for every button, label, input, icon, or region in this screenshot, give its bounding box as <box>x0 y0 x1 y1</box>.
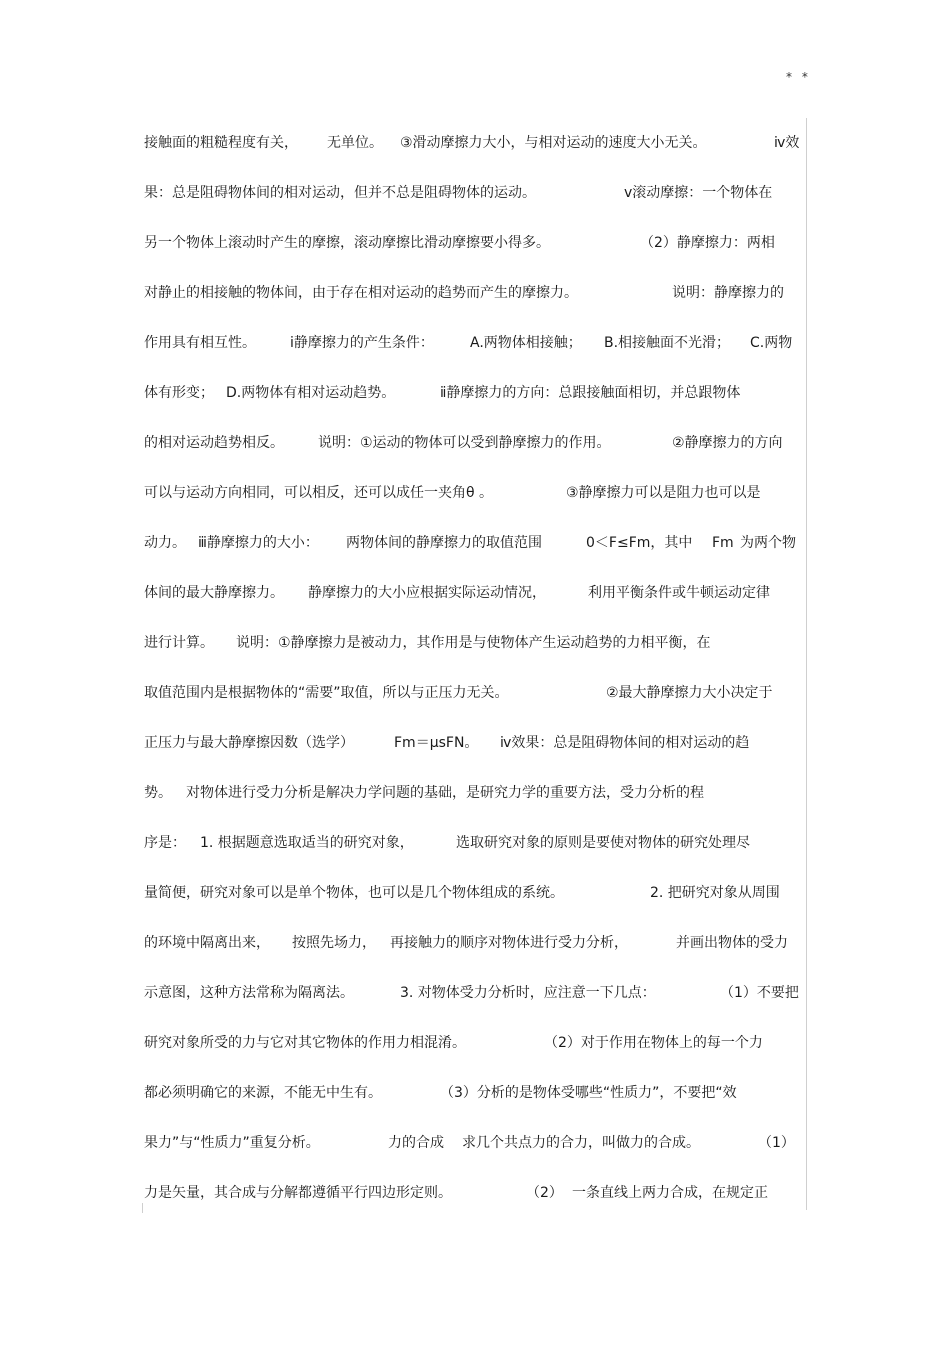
text-line <box>144 578 806 628</box>
text-segment: 作用具有相互性。 <box>144 335 256 351</box>
text-line <box>144 278 806 328</box>
text-line <box>144 328 806 378</box>
text-segment: ③静摩擦力可以是阻力也可以是 <box>566 485 761 501</box>
text-segment: 说明：静摩擦力的 <box>672 285 784 301</box>
text-segment: 序是： <box>144 835 186 851</box>
text-segment: 选取研究对象的原则是要使对物体的研究处理尽 <box>456 835 750 851</box>
text-segment: 体间的最大静摩擦力。 <box>144 585 284 601</box>
text-segment: 求几个共点力的合力，叫做力的合成。 <box>462 1135 700 1151</box>
text-segment: Fm <box>712 535 734 551</box>
body-text <box>144 128 806 1228</box>
text-segment: 说明：①静摩擦力是被动力，其作用是与使物体产生运动趋势的力相平衡，在 <box>236 635 711 651</box>
text-line <box>144 428 806 478</box>
text-line <box>144 1028 806 1078</box>
text-segment: （2）静摩擦力：两相 <box>640 235 775 251</box>
text-segment: （1） <box>758 1135 795 1151</box>
text-segment: C.两物 <box>750 335 793 351</box>
text-segment: （2）对于作用在物体上的每一个力 <box>544 1035 763 1051</box>
text-line <box>144 128 806 178</box>
text-segment: 静摩擦力的大小应根据实际运动情况， <box>308 585 546 601</box>
text-line <box>144 1178 806 1228</box>
text-segment: 量简便，研究对象可以是单个物体，也可以是几个物体组成的系统。 <box>144 885 564 901</box>
text-line <box>144 728 806 778</box>
text-segment: 对物体进行受力分析是解决力学问题的基础，是研究力学的重要方法，受力分析的程 <box>186 785 704 801</box>
text-line <box>144 478 806 528</box>
text-line <box>144 978 806 1028</box>
text-segment: 可以与运动方向相同，可以相反，还可以成任一夹角θ 。 <box>144 485 494 501</box>
text-segment: 研究对象所受的力与它对其它物体的作用力相混淆。 <box>144 1035 466 1051</box>
text-segment: 进行计算。 <box>144 635 214 651</box>
text-line <box>144 528 806 578</box>
text-line <box>144 378 806 428</box>
text-segment: 力是矢量，其合成与分解都遵循平行四边形定则。 <box>144 1185 452 1201</box>
text-segment: 接触面的粗糙程度有关， <box>144 135 298 151</box>
text-line <box>144 828 806 878</box>
text-segment: 取值范围内是根据物体的“需要”取值，所以与正压力无关。 <box>144 685 509 701</box>
text-segment: （2） <box>526 1185 563 1201</box>
text-segment: 体有形变； <box>144 385 214 401</box>
page-frame-right-border <box>806 118 807 1210</box>
text-line <box>144 778 806 828</box>
text-segment: 动力。 <box>144 535 186 551</box>
text-segment: 果：总是阻碍物体间的相对运动，但并不总是阻碍物体的运动。 <box>144 185 536 201</box>
text-segment: ⅳ效果：总是阻碍物体间的相对运动的趋 <box>500 735 750 751</box>
text-segment: 的相对运动趋势相反。 <box>144 435 284 451</box>
text-line <box>144 228 806 278</box>
text-line <box>144 628 806 678</box>
text-line <box>144 928 806 978</box>
text-line <box>144 178 806 228</box>
text-segment: ②最大静摩擦力大小决定于 <box>606 685 773 701</box>
text-segment: 3. 对物体受力分析时，应注意一下几点： <box>400 985 656 1001</box>
text-segment: ⅳ效 <box>774 135 800 151</box>
text-segment: 对静止的相接触的物体间，由于存在相对运动的趋势而产生的摩擦力。 <box>144 285 578 301</box>
text-segment: 说明：①运动的物体可以受到静摩擦力的作用。 <box>318 435 611 451</box>
text-segment: 利用平衡条件或牛顿运动定律 <box>588 585 770 601</box>
text-segment: （3）分析的是物体受哪些“性质力”，不要把“效 <box>440 1085 737 1101</box>
text-segment: 两物体间的静摩擦力的取值范围 <box>346 535 542 551</box>
text-segment: ⅱ静摩擦力的方向：总跟接触面相切，并总跟物体 <box>440 385 741 401</box>
text-segment: B.相接触面不光滑； <box>604 335 731 351</box>
text-segment: ⅰ静摩擦力的产生条件： <box>290 335 434 351</box>
text-line <box>144 1078 806 1128</box>
text-segment: 再接触力的顺序对物体进行受力分析， <box>390 935 628 951</box>
text-segment: 的环境中隔离出来， <box>144 935 270 951</box>
page-frame-left-border <box>142 1203 143 1213</box>
text-segment: ⅴ滚动摩擦：一个物体在 <box>624 185 773 201</box>
text-segment: 1. 根据题意选取适当的研究对象， <box>200 835 414 851</box>
text-line <box>144 678 806 728</box>
text-segment: ③滑动摩擦力大小，与相对运动的速度大小无关。 <box>400 135 707 151</box>
text-segment: 示意图，这种方法常称为隔离法。 <box>144 985 354 1001</box>
text-segment: 按照先场力， <box>292 935 376 951</box>
text-segment: 无单位。 <box>327 135 383 151</box>
text-segment: D.两物体有相对运动趋势。 <box>226 385 396 401</box>
text-segment: ②静摩擦力的方向 <box>672 435 783 451</box>
text-segment: 果力”与“性质力”重复分析。 <box>144 1135 320 1151</box>
text-segment: 势。 <box>144 785 172 801</box>
text-segment: 2. 把研究对象从周围 <box>650 885 780 901</box>
page-header-mark: * * <box>786 70 811 84</box>
text-segment: ⅲ静摩擦力的大小： <box>198 535 319 551</box>
text-segment: 0＜F≤Fm，其中 <box>586 535 693 551</box>
text-line <box>144 878 806 928</box>
text-line <box>144 1128 806 1178</box>
text-segment: 都必须明确它的来源，不能无中生有。 <box>144 1085 382 1101</box>
text-segment: 正压力与最大静摩擦因数（选学） <box>144 735 354 751</box>
text-segment: 并画出物体的受力 <box>676 935 788 951</box>
text-segment: 另一个物体上滚动时产生的摩擦，滚动摩擦比滑动摩擦要小得多。 <box>144 235 550 251</box>
text-segment: 力的合成 <box>388 1135 444 1151</box>
text-segment: A.两物体相接触； <box>470 335 582 351</box>
text-segment: 一条直线上两力合成，在规定正 <box>572 1185 768 1201</box>
text-segment: 为两个物 <box>740 535 796 551</box>
text-segment: Fm＝μsFN。 <box>394 735 479 751</box>
text-segment: （1）不要把 <box>720 985 799 1001</box>
